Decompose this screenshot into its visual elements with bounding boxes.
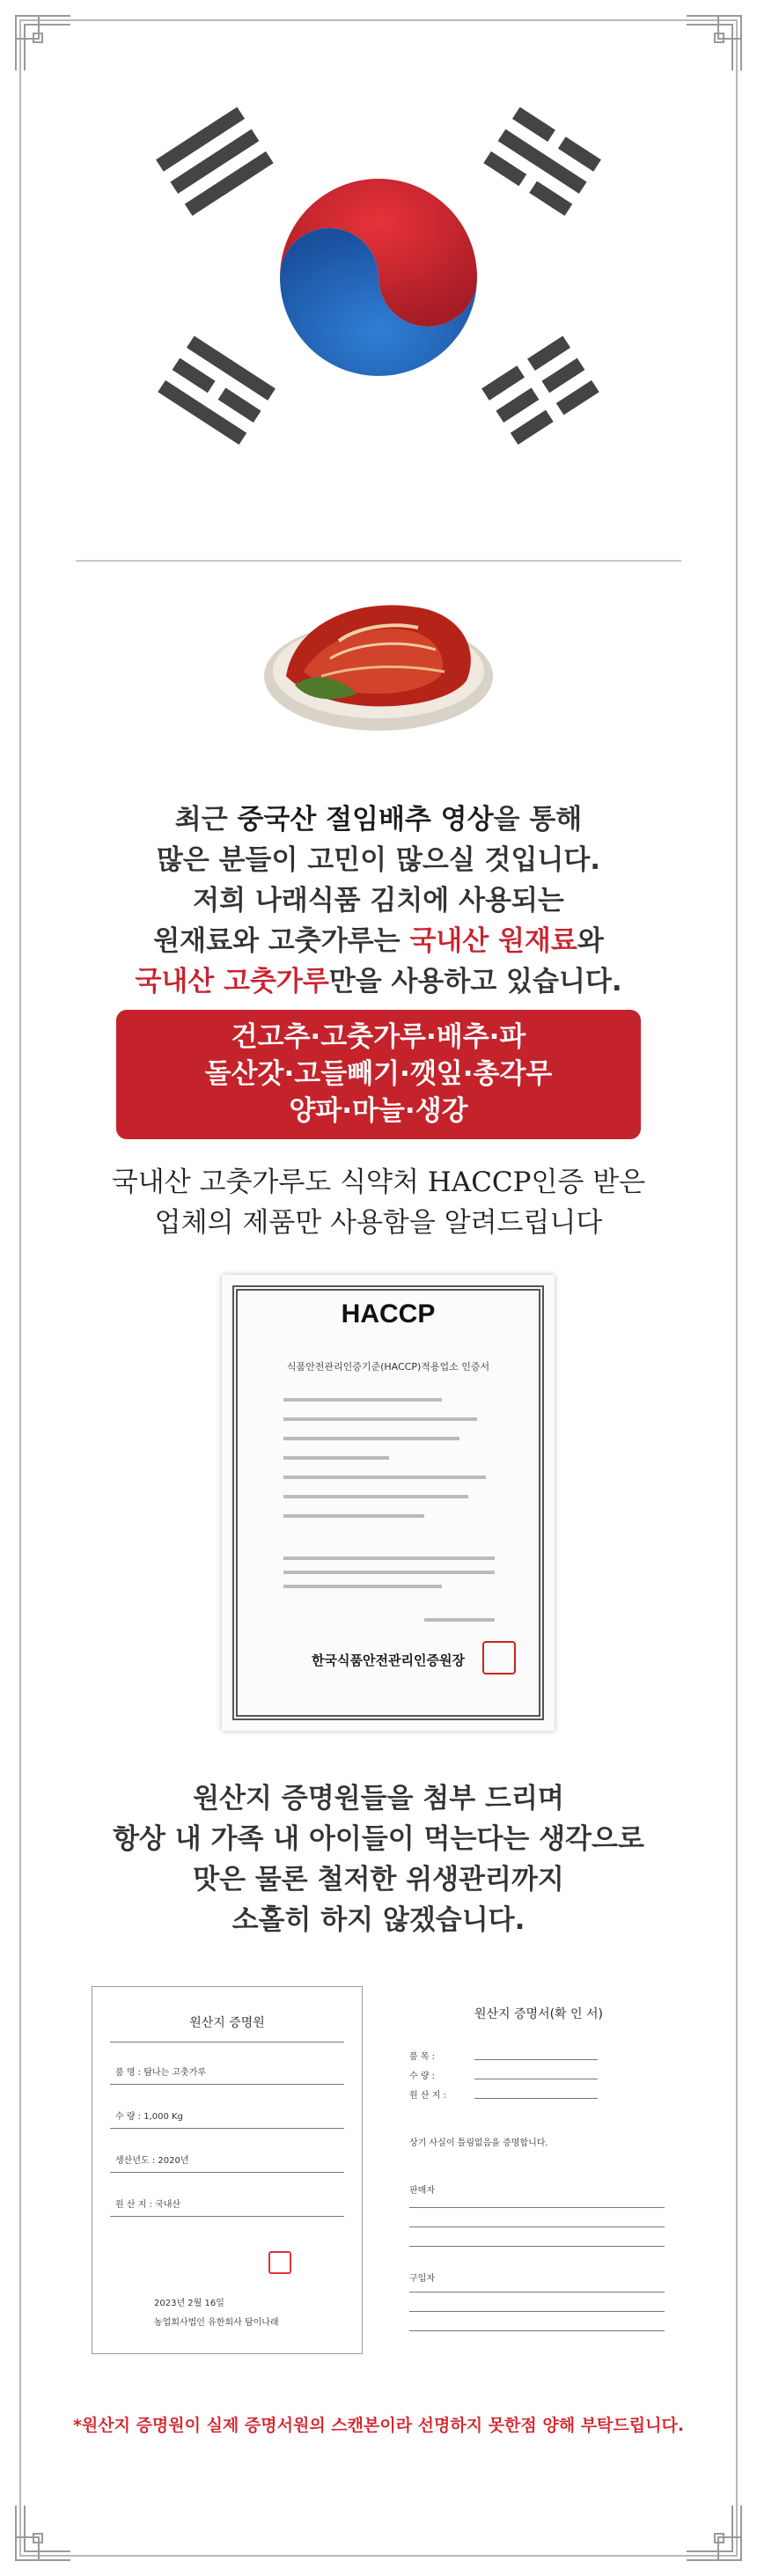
doc-date: 2023년 2월 16일 [154, 2299, 224, 2308]
origin-notice-line: 맛은 물론 철저한 위생관리까지 [193, 1864, 564, 1895]
origin-certificate-scan [92, 1986, 363, 2354]
ingredients-line: 건고추·고춧가루·배추·파 [231, 1021, 526, 1053]
doc-section-label: 판매자 [409, 2186, 435, 2196]
doc-rule [474, 2059, 598, 2060]
intro-emphasis: 중국산 절임배추 영상 [237, 804, 494, 835]
certificate-heading: 식품안전관리인증기준(HACCP)적용업소 인증서 [286, 1361, 490, 1373]
certificate-date-line [424, 1618, 495, 1622]
doc-rule [110, 2128, 344, 2129]
certificate-text-line [283, 1476, 486, 1479]
certificate-text-line [283, 1456, 389, 1460]
ingredients-line: 돌산갓·고들빼기·깻잎·총각무 [204, 1058, 553, 1090]
corner-ornament [12, 12, 74, 74]
intro-text: 원재료와 고춧가루는 [153, 925, 410, 957]
certificate-text-line [283, 1417, 477, 1421]
doc-rule [110, 2084, 344, 2085]
intro-text: 을 통해 [493, 804, 583, 835]
doc-org: 농업회사법인 유한회사 탐이나래 [154, 2318, 279, 2328]
doc-stamp [268, 2251, 291, 2274]
ingredients-box [116, 1010, 641, 1139]
intro-highlight: 국내산 고춧가루 [135, 966, 329, 997]
footnote: *원산지 증명원이 실제 증명서원의 스캔본이라 선명하지 못한점 양해 부탁드립니다. [72, 2416, 685, 2435]
doc-statement: 상기 사실이 틀림없음을 증명합니다. [409, 2138, 548, 2148]
doc-field: 생산년도 : 2020년 [115, 2156, 189, 2166]
intro-line: 많은 분들이 고민이 많으실 것입니다. [156, 844, 601, 876]
intro-line [0, 921, 757, 961]
intro-line [0, 799, 757, 840]
doc-field: 수 량 : 1,000 Kg [115, 2112, 183, 2122]
intro-highlight: 국내산 원재료 [409, 925, 577, 957]
haccp-certificate-image [222, 1275, 555, 1731]
intro-line [0, 961, 757, 1002]
corner-ornament [683, 2502, 745, 2564]
korean-flag-image [132, 97, 625, 458]
intro-line: 저희 나래식품 김치에 사용되는 [193, 885, 564, 916]
haccp-logo: HACCP [341, 1299, 436, 1328]
doc-field: 원 산 지 : [409, 2091, 446, 2101]
certificate-text-line [283, 1571, 495, 1574]
doc-rule [409, 2292, 665, 2293]
certificate-text-line [283, 1514, 424, 1518]
doc-rule [110, 2216, 344, 2217]
doc-title: 원산지 증명원 [189, 2016, 265, 2030]
doc-field: 품 목 : [409, 2052, 436, 2062]
doc-rule [110, 2172, 344, 2173]
doc-section-label: 구입자 [409, 2274, 435, 2284]
doc-rule [409, 2226, 665, 2227]
doc-rule [409, 2330, 665, 2331]
doc-field: 원 산 지 : 국내산 [115, 2200, 181, 2210]
corner-ornament [12, 2502, 74, 2564]
intro-text: 최근 [174, 804, 238, 835]
corner-ornament [683, 12, 745, 74]
doc-field: 수 량 : [409, 2072, 436, 2081]
doc-rule [409, 2246, 665, 2247]
section-divider [76, 560, 681, 562]
certificate-text-line [283, 1557, 495, 1560]
doc-rule [409, 2311, 665, 2312]
doc-rule [409, 2207, 665, 2208]
ingredients-line: 양파·마늘·생강 [289, 1095, 468, 1127]
intro-paragraph [0, 799, 757, 1002]
kimchi-bowl-image [260, 588, 497, 742]
haccp-notice [0, 1162, 757, 1243]
origin-confirmation-scan [386, 1986, 692, 2354]
doc-rule [474, 2098, 598, 2099]
certificate-issuer: 한국식품안전관리인증원장 [312, 1652, 465, 1668]
intro-text: 만을 사용하고 있습니다. [328, 966, 622, 997]
certificate-text-line [283, 1398, 442, 1402]
doc-field: 품 명 : 탐나는 고춧가루 [115, 2068, 207, 2078]
certificate-text-line [283, 1585, 442, 1588]
origin-notice-line: 소홀히 하지 않겠습니다. [232, 1904, 525, 1936]
origin-notice [0, 1778, 757, 1940]
intro-text: 와 [577, 925, 604, 957]
origin-notice-line: 항상 내 가족 내 아이들이 먹는다는 생각으로 [113, 1823, 644, 1855]
certificate-seal [482, 1641, 516, 1674]
doc-title: 원산지 증명서(확 인 서) [474, 2007, 603, 2021]
certificate-text-line [283, 1437, 459, 1440]
haccp-notice-line: 업체의 제품만 사용함을 알려드립니다 [154, 1207, 603, 1239]
origin-notice-line: 원산지 증명원들을 첨부 드리며 [193, 1783, 564, 1814]
certificate-text-line [283, 1495, 468, 1498]
haccp-notice-line: 국내산 고춧가루도 식약처 HACCP인증 받은 [111, 1167, 646, 1198]
